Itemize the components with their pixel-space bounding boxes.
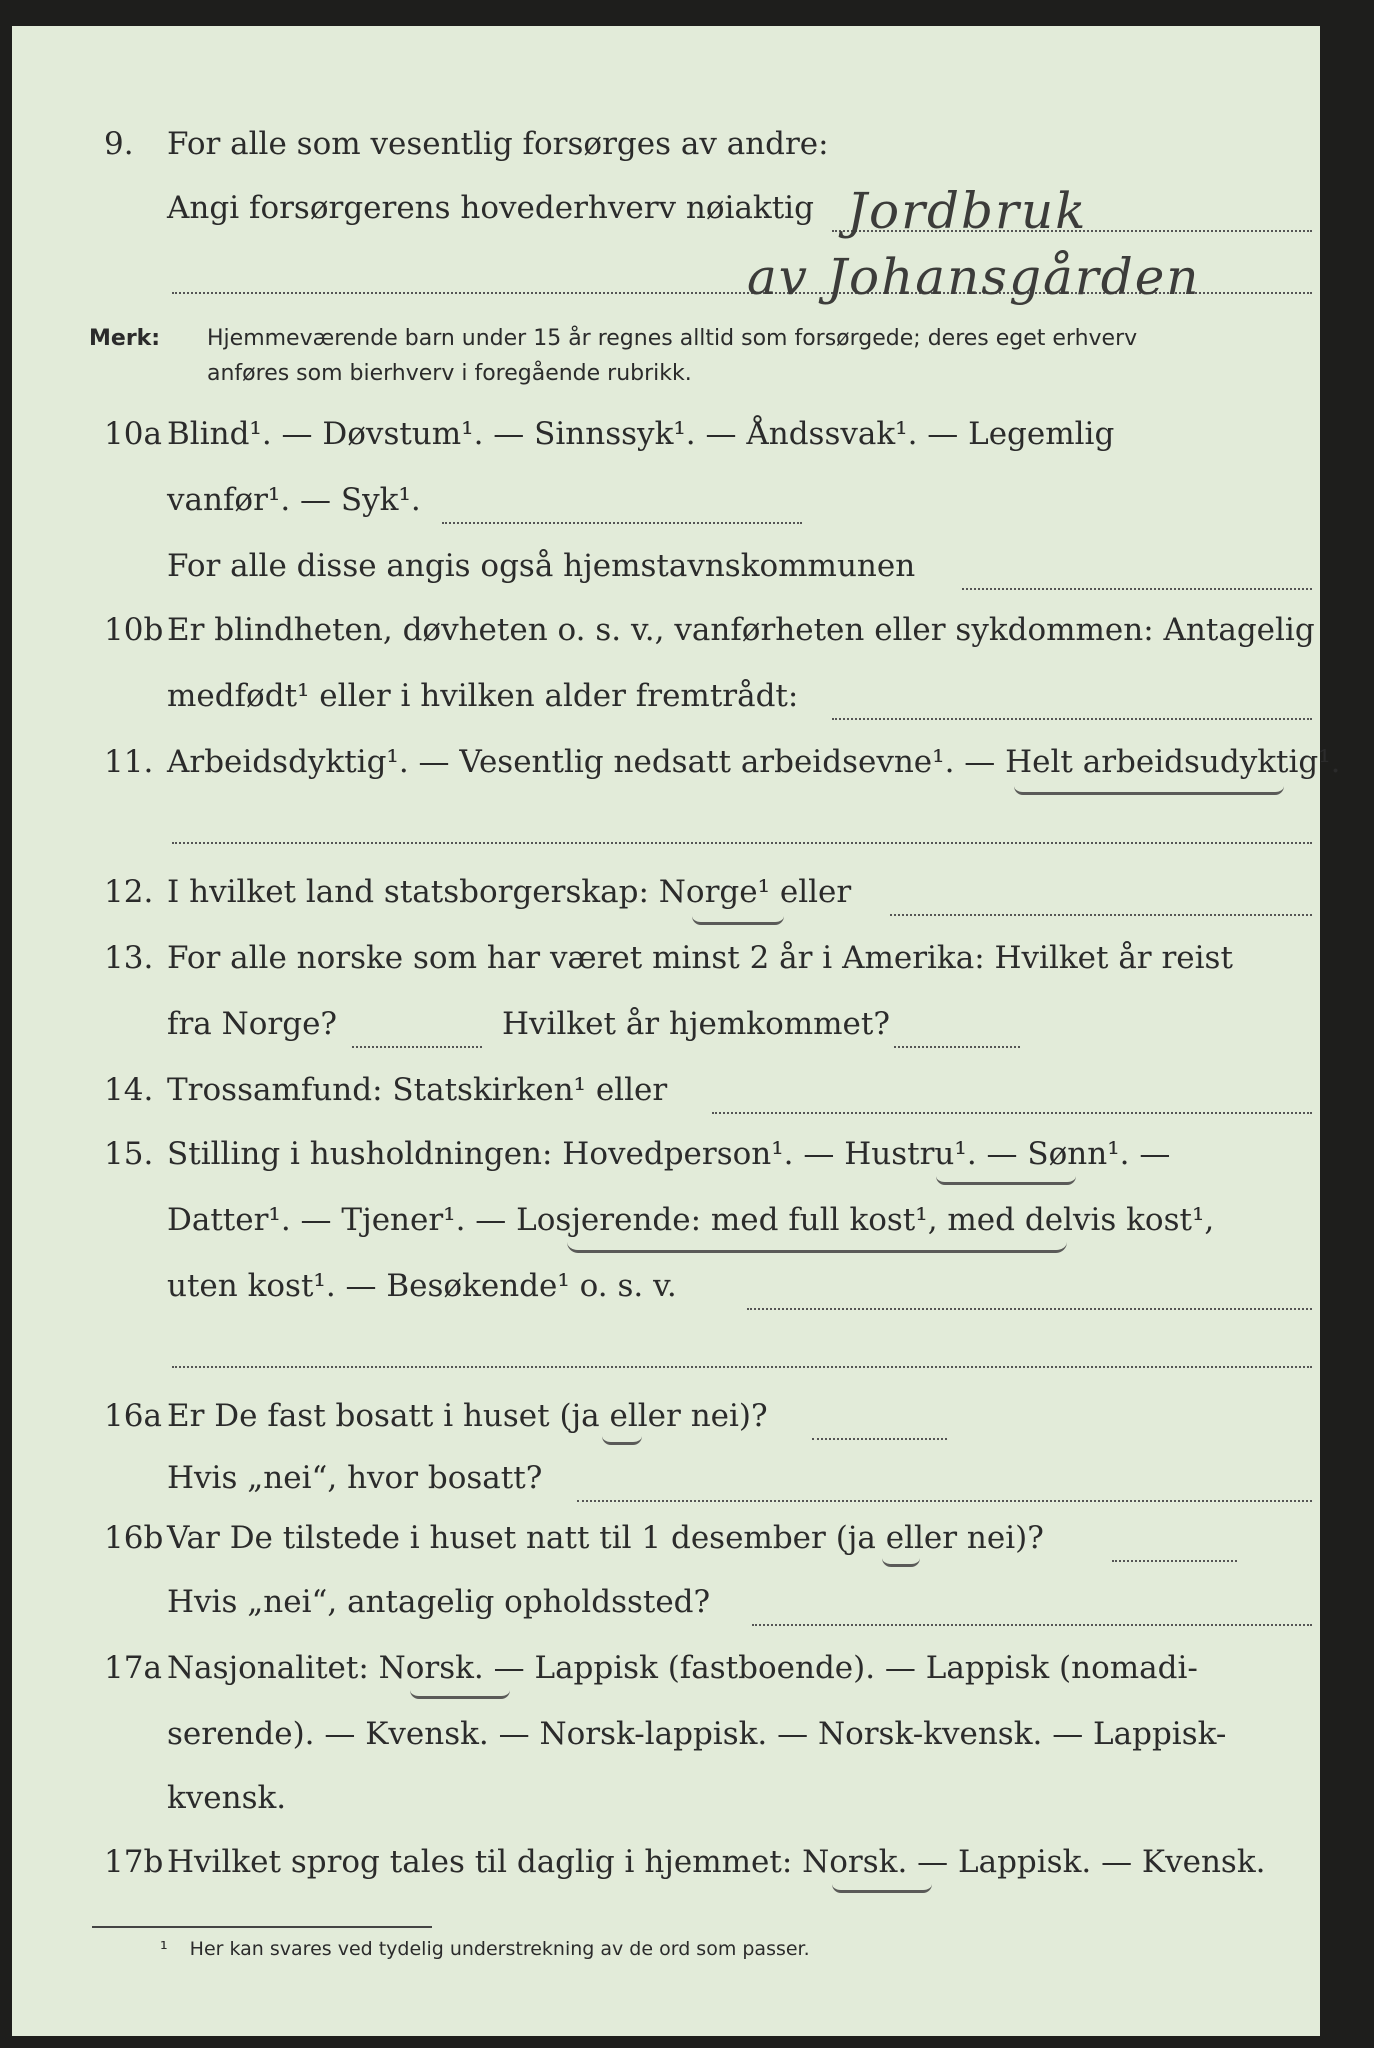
answer-line — [352, 1006, 482, 1066]
answer-line — [712, 1072, 1312, 1132]
question-10a-line-2 — [12, 482, 1320, 542]
footnote — [160, 1938, 810, 1960]
question-17a-line-3 — [12, 1780, 1320, 1840]
footnote-mark: ¹ — [160, 1938, 168, 1960]
question-text: Var De tilstede i huset natt til 1 desember (ja eller nei)? — [167, 1520, 1044, 1556]
question-text: Hvis „nei“, antagelig opholdssted? — [167, 1584, 711, 1620]
question-text: I hvilket land statsborgerskap: Norge¹ eller — [167, 874, 852, 910]
question-10b-line-2 — [12, 678, 1320, 738]
question-9 — [12, 126, 1320, 186]
note-text: Hjemmeværende barn under 15 år regnes alltid som forsørgede; deres eget erhverv — [207, 326, 1138, 351]
question-17a — [12, 1650, 1320, 1710]
question-15 — [12, 1136, 1320, 1196]
question-text: Trossamfund: Statskirken¹ eller — [167, 1072, 668, 1108]
question-number: 12. — [104, 874, 154, 910]
underline-mark — [1014, 786, 1284, 795]
underline-mark — [410, 1690, 510, 1699]
underline-mark — [832, 1884, 932, 1893]
question-17b — [12, 1844, 1320, 1904]
answer-line — [962, 548, 1312, 608]
answer-line — [832, 678, 1312, 738]
question-16a — [12, 1398, 1320, 1458]
question-14 — [12, 1072, 1320, 1132]
census-form-page — [12, 26, 1341, 2036]
question-15-line-3 — [12, 1268, 1320, 1328]
question-10a — [12, 416, 1320, 476]
question-number: 16b — [104, 1520, 164, 1556]
answer-line — [890, 874, 1312, 934]
question-text: Blind¹. — Døvstum¹. — Sinnssyk¹. — Åndssvak¹. — Legemlig — [167, 416, 1115, 452]
answer-line — [1112, 1520, 1237, 1580]
question-number: 17b — [104, 1844, 164, 1880]
question-text: Hvilket sprog tales til daglig i hjemmet: Norsk. — Lappisk. — Kvensk. — [167, 1844, 1266, 1880]
question-number: 16a — [104, 1398, 162, 1434]
question-12 — [12, 874, 1320, 934]
underline-mark — [692, 916, 784, 925]
answer-line — [894, 1006, 1020, 1066]
question-text: For alle norske som har været minst 2 år i Amerika: Hvilket år reist — [167, 940, 1233, 976]
question-text: kvensk. — [167, 1780, 287, 1816]
question-number: 15. — [104, 1136, 154, 1172]
question-16b — [12, 1520, 1320, 1580]
answer-line — [812, 1398, 947, 1458]
question-text: serende). — Kvensk. — Norsk-lappisk. — Norsk-kvensk. — Lappisk- — [167, 1716, 1227, 1752]
answer-line — [577, 1460, 1312, 1520]
underline-mark — [567, 1242, 1067, 1253]
underline-mark — [936, 1176, 1076, 1185]
question-number: 13. — [104, 940, 154, 976]
question-text: Angi forsørgerens hovederhverv nøiaktig — [167, 190, 814, 226]
question-13-line-2 — [12, 1006, 1320, 1066]
question-15-line-4 — [12, 1326, 1320, 1386]
question-text: Datter¹. — Tjener¹. — Losjerende: med full kost¹, med delvis kost¹, — [167, 1202, 1215, 1238]
question-text: Er De fast bosatt i huset (ja eller nei)? — [167, 1398, 768, 1434]
footnote-rule — [92, 1926, 432, 1928]
question-number: 9. — [104, 126, 134, 162]
question-text: For alle som vesentlig forsørges av andre: — [167, 126, 829, 162]
question-text: uten kost¹. — Besøkende¹ o. s. v. — [167, 1268, 677, 1304]
handwritten-answer: av Johansgården — [747, 248, 1201, 306]
question-number: 14. — [104, 1072, 154, 1108]
question-15-line-2 — [12, 1202, 1320, 1262]
question-number: 11. — [104, 744, 154, 780]
question-text: Hvilket år hjemkommet? — [502, 1006, 890, 1042]
question-16a-line-2 — [12, 1460, 1320, 1520]
question-10b — [12, 612, 1320, 672]
underline-mark — [602, 1436, 642, 1445]
answer-line — [752, 1584, 1312, 1644]
note-label: Merk: — [89, 326, 161, 351]
question-17a-line-2 — [12, 1716, 1320, 1776]
question-text: fra Norge? — [167, 1006, 338, 1042]
question-text: Er blindheten, døvheten o. s. v., vanførheten eller sykdommen: Antagelig — [167, 612, 1315, 648]
answer-line — [747, 1268, 1312, 1328]
question-11 — [12, 744, 1341, 804]
note-text: anføres som bierhverv i foregående rubrikk. — [207, 361, 692, 386]
question-number: 10a — [104, 416, 162, 452]
question-13 — [12, 940, 1320, 1000]
question-16b-line-2 — [12, 1584, 1320, 1644]
handwritten-answer: Jordbruk — [847, 182, 1088, 240]
footnote-text: Her kan svares ved tydelig understrekning av de ord som passer. — [189, 1938, 810, 1960]
question-text: For alle disse angis også hjemstavnskommunen — [167, 548, 916, 584]
question-text: vanfør¹. — Syk¹. — [167, 482, 421, 518]
underline-mark — [882, 1558, 920, 1567]
answer-line — [172, 802, 1312, 862]
question-text: Stilling i husholdningen: Hovedperson¹. — Hustru¹. — Sønn¹. — — [167, 1136, 1171, 1172]
question-text: Hvis „nei“, hvor bosatt? — [167, 1460, 543, 1496]
question-11-line-2 — [12, 802, 1320, 862]
answer-line — [172, 1326, 1312, 1386]
question-9-line-2 — [12, 190, 1320, 250]
answer-line — [442, 482, 802, 542]
question-text: Nasjonalitet: Norsk. — Lappisk (fastboende). — Lappisk (nomadi- — [167, 1650, 1198, 1686]
question-number: 10b — [104, 612, 164, 648]
question-text: medfødt¹ eller i hvilken alder fremtrådt: — [167, 678, 799, 714]
question-number: 17a — [104, 1650, 162, 1686]
question-text: Arbeidsdyktig¹. — Vesentlig nedsatt arbeidsevne¹. — Helt arbeidsudyktig¹. — [167, 744, 1341, 780]
note — [89, 326, 1138, 351]
question-10a-line-3 — [12, 548, 1320, 608]
